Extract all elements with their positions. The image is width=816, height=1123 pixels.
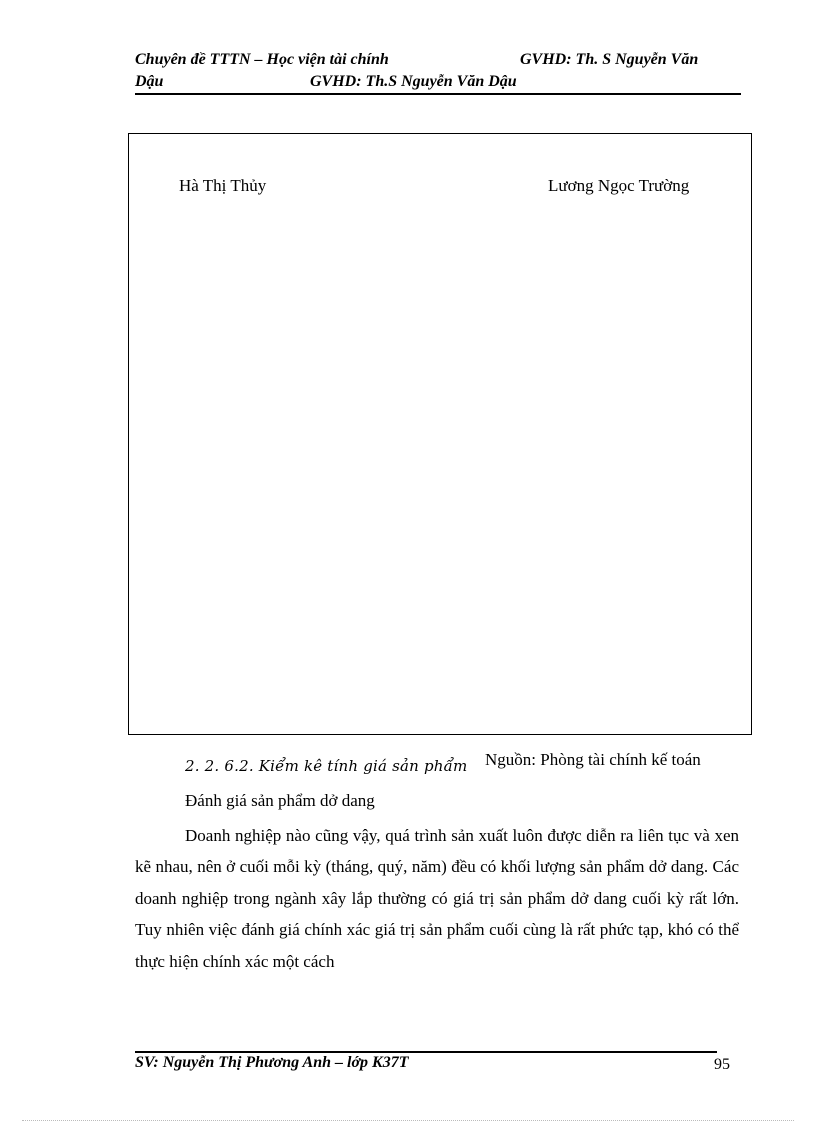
header-right-text: GVHD: Th. S Nguyễn Văn [520,51,699,68]
footer-student: SV: Nguyễn Thị Phương Anh – lớp K37T [135,1054,409,1071]
signature-right: Lương Ngọc Trường [548,176,690,195]
header-left-text: Chuyên đề TTTN – Học viện tài chính [135,51,389,68]
subheading: Đánh giá sản phẩm dở dang [185,791,375,810]
footer-rule [135,1051,717,1053]
signature-left: Hà Thị Thủy [179,176,267,195]
header-line2-right: GVHD: Th.S Nguyễn Văn Dậu [310,73,517,90]
page-boundary [22,1120,794,1121]
page-number: 95 [714,1056,730,1073]
section-title: 2. 2. 6.2. Kiểm kê tính giá sản phẩm [185,757,468,775]
body-paragraph: Doanh nghiệp nào cũng vậy, quá trình sản xuất luôn được diễn ra liên tục và xen kẽ nhau, nên ở cuối mỗi kỳ (tháng, quý, năm) đều có khối lượng sản phẩm dở dang. Các doanh nghiệp trong ngành xây lắp thường có giá trị sản phẩm dở dang cuối kỳ rất lớn. Tuy nhiên việc đánh giá chính xác giá trị sản phẩm cuối cùng là rất phức tạp, khó có thể thực hiện chính xác một cách [135,826,739,971]
source-note: Nguồn: Phòng tài chính kế toán [485,750,701,769]
header-line2-left: Dậu [135,73,164,90]
signature-frame [128,133,752,735]
header-rule [135,93,741,95]
